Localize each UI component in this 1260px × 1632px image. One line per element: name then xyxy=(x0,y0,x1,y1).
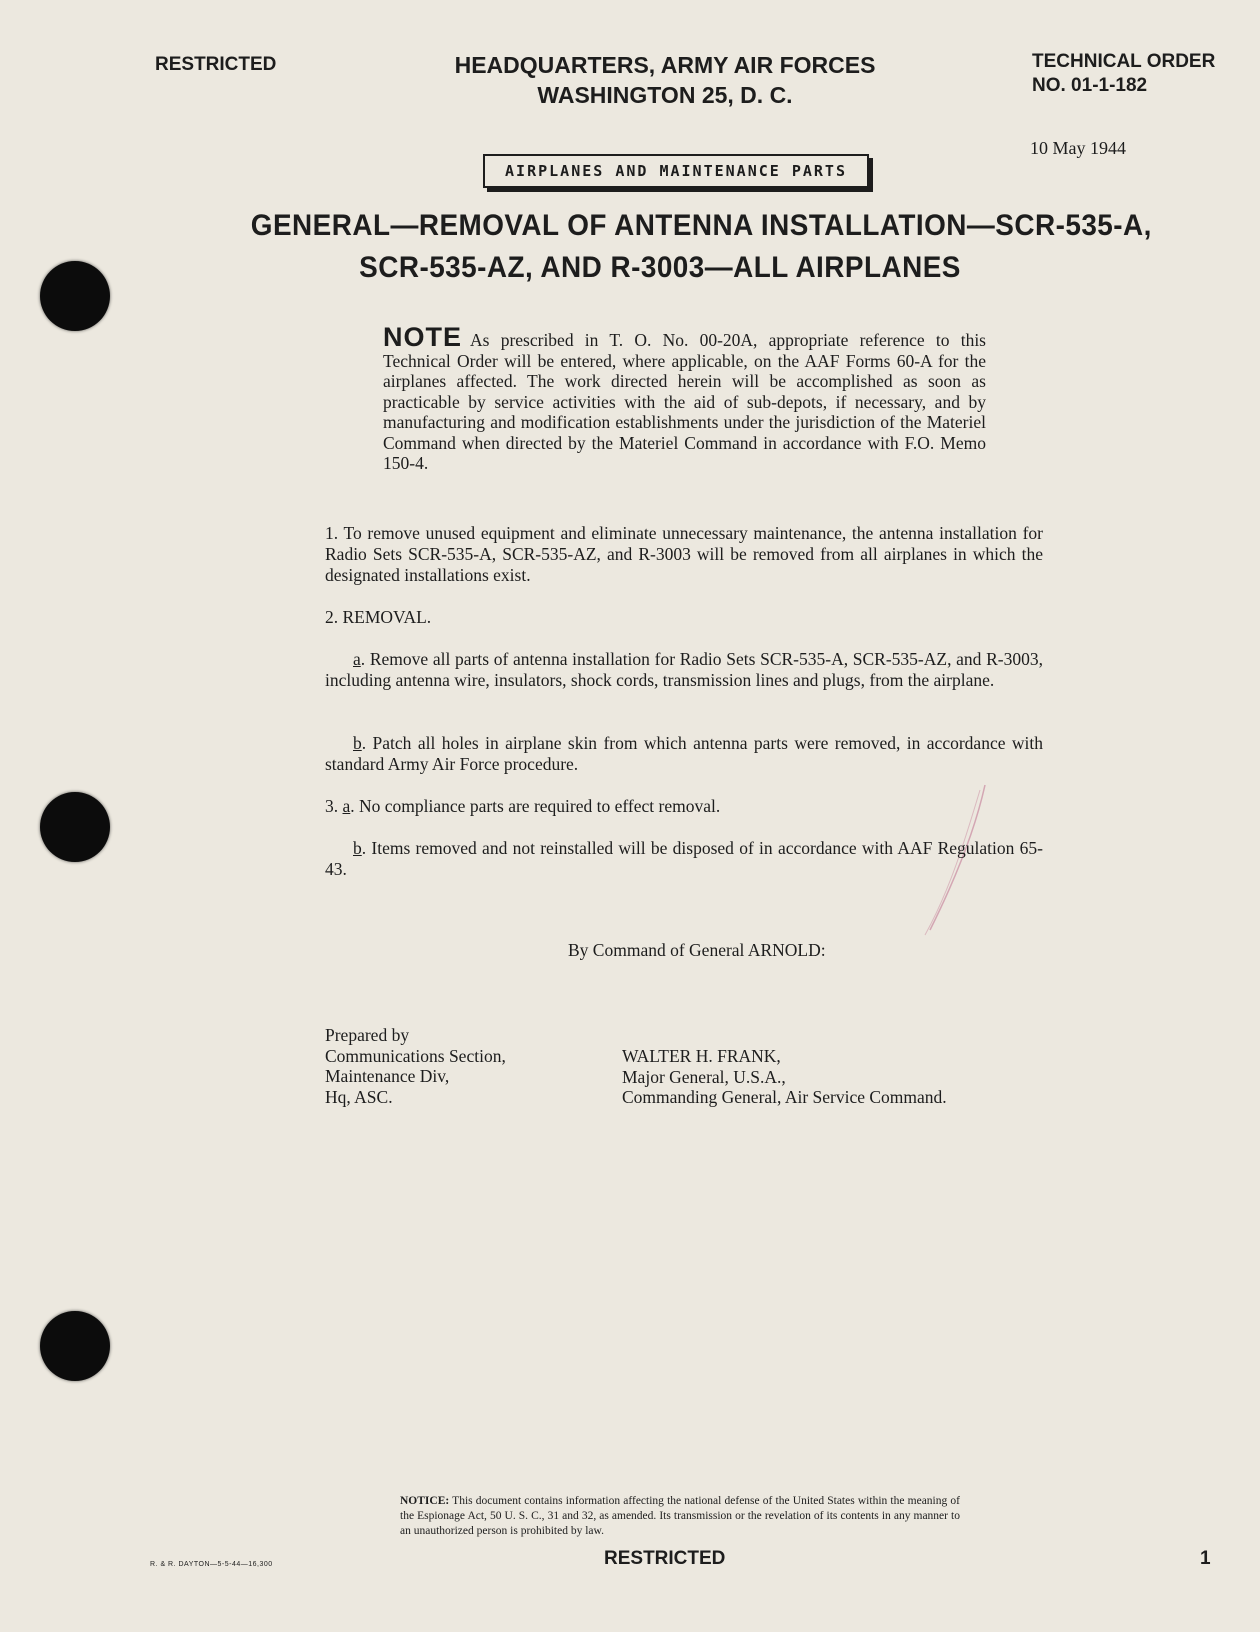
paragraph-2b xyxy=(325,733,1043,775)
subparagraph-marker: a xyxy=(342,796,351,816)
security-notice xyxy=(400,1494,960,1539)
paragraph-text: . Remove all parts of antenna installation for Radio Sets SCR-535-A, SCR-535-AZ, and R-3003, including antenna wire, insulators, shock cords, transmission lines and plugs, from the airplane. xyxy=(325,649,1043,690)
to-line: TECHNICAL ORDER xyxy=(1032,51,1216,72)
hq-line: WASHINGTON 25, D. C. xyxy=(537,82,793,108)
note-text: As prescribed in T. O. No. 00-20A, appropriate reference to this Technical Order will be entered, where applicable, on the AAF Forms 60-A for the airplanes affected. The work directed herein will be accomplished as soon as practicable by service activities with the aid of sub-depots, if necessary, and by manufacturing and modification establishments under the jurisdiction of the Materiel Command when directed by the Materiel Command in accordance with F.O. Memo 150-4. xyxy=(383,330,986,473)
paragraph-1: 1. To remove unused equipment and eliminate unnecessary maintenance, the antenna installation for Radio Sets SCR-535-A, SCR-535-AZ, and R-3003 will be removed from all airplanes in which the designated installations exist. xyxy=(325,523,1043,585)
binder-hole xyxy=(40,792,110,862)
prepared-line: Communications Section, xyxy=(325,1045,506,1066)
note-block xyxy=(383,322,986,474)
prepared-line: Hq, ASC. xyxy=(325,1086,393,1107)
hq-line: HEADQUARTERS, ARMY AIR FORCES xyxy=(454,52,876,78)
page-number: 1 xyxy=(1200,1548,1211,1569)
paragraph-3a xyxy=(325,796,1043,817)
binder-hole xyxy=(40,261,110,331)
prepared-by-block xyxy=(325,1025,506,1107)
notice-label: NOTICE: xyxy=(400,1495,450,1507)
category-box: AIRPLANES AND MAINTENANCE PARTS xyxy=(483,154,869,188)
signature-block xyxy=(622,1046,947,1108)
technical-order-number xyxy=(1032,50,1215,98)
to-line: NO. 01-1-182 xyxy=(1032,75,1148,96)
paragraph-number: 3. xyxy=(325,796,343,816)
headquarters-heading xyxy=(420,50,910,110)
classification-footer: RESTRICTED xyxy=(604,1548,726,1569)
title-line: SCR-535-AZ, AND R-3003—ALL AIRPLANES xyxy=(359,251,961,284)
command-line: By Command of General ARNOLD: xyxy=(568,940,826,960)
notice-text: This document contains information affecting the national defense of the United States within the meaning of the Espionage Act, 50 U. S. C., 31 and 32, as amended. Its transmission or the revelation of its contents in any manner to an unauthorized person is prohibited by law. xyxy=(400,1495,960,1537)
paragraph-text: . Items removed and not reinstalled will be disposed of in accordance with AAF Regulation 65-43. xyxy=(325,838,1043,879)
paragraph-2-heading: 2. REMOVAL. xyxy=(325,607,432,627)
prepared-line: Prepared by xyxy=(325,1025,410,1045)
signature-line: Major General, U.S.A., xyxy=(622,1066,786,1087)
prepared-line: Maintenance Div, xyxy=(325,1066,450,1086)
title-line: GENERAL—REMOVAL OF ANTENNA INSTALLATION—SCR-535-A, xyxy=(250,209,1152,242)
subparagraph-marker: b xyxy=(353,733,362,753)
printer-imprint: R. & R. DAYTON—5-5-44—16,300 xyxy=(150,1561,273,1568)
issue-date: 10 May 1944 xyxy=(1030,138,1126,158)
classification-header: RESTRICTED xyxy=(155,54,277,75)
signature-line: WALTER H. FRANK, xyxy=(622,1046,781,1066)
paragraph-2a xyxy=(325,649,1043,691)
signature-line: Commanding General, Air Service Command. xyxy=(622,1087,947,1107)
note-label: NOTE xyxy=(383,322,463,352)
document-title xyxy=(250,205,1152,289)
paragraph-text: . Patch all holes in airplane skin from which antenna parts were removed, in accordance with standard Army Air Force procedure. xyxy=(325,733,1043,774)
subparagraph-marker: b xyxy=(353,838,362,858)
binder-hole xyxy=(40,1311,110,1381)
paragraph-text: . No compliance parts are required to effect removal. xyxy=(350,796,721,816)
subparagraph-marker: a xyxy=(353,649,361,669)
paragraph-3b xyxy=(325,838,1043,880)
